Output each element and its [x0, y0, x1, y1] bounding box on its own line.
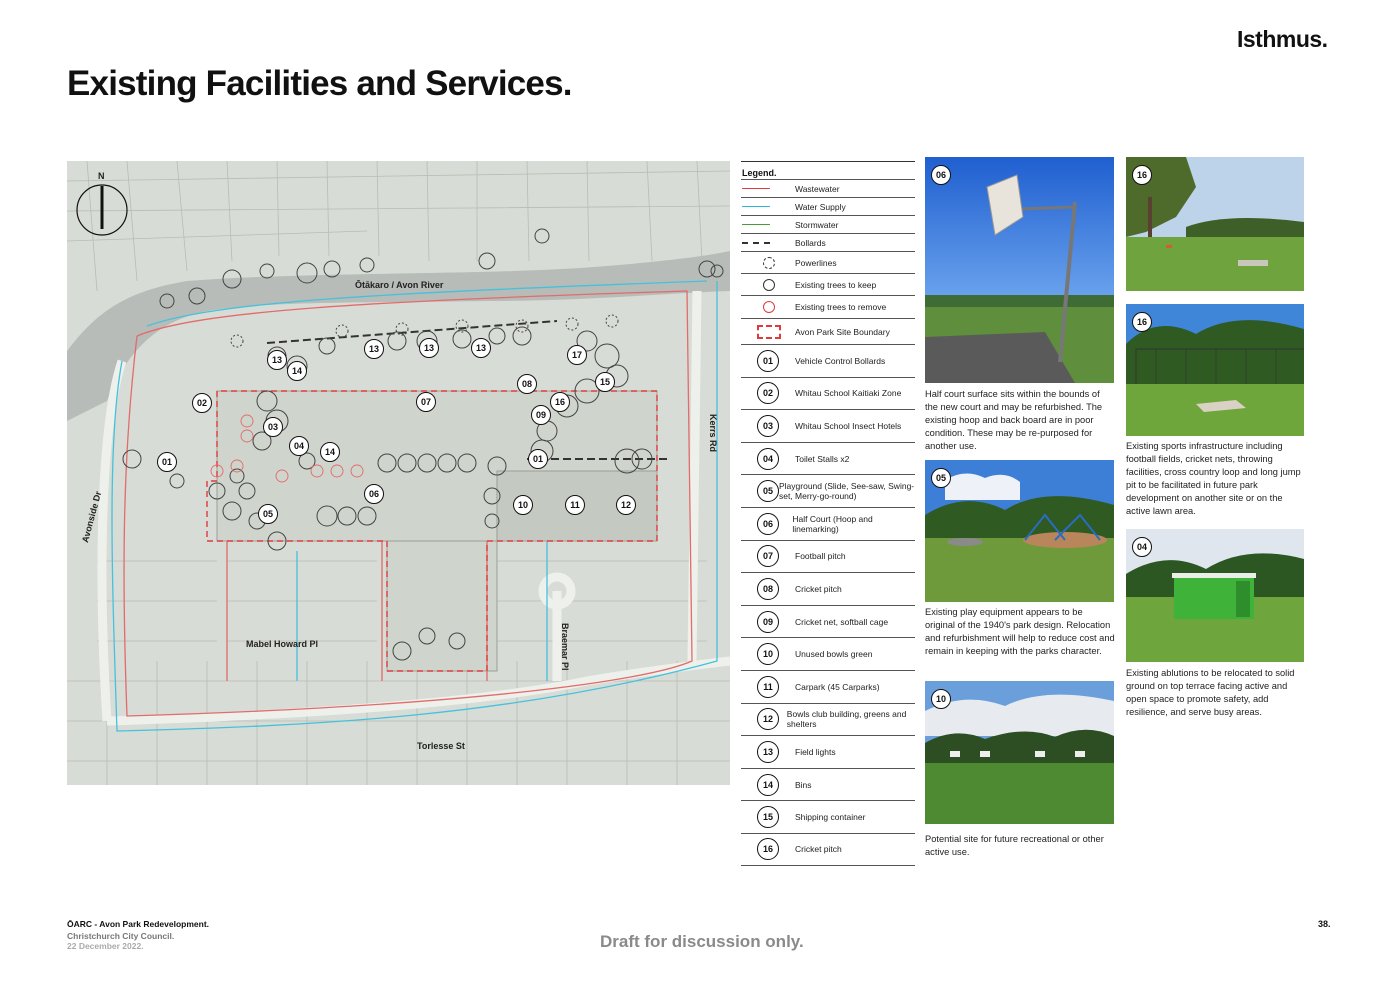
legend-label: Bollards: [795, 237, 826, 248]
photo-number: 16: [1132, 165, 1152, 185]
map-marker: 08: [517, 374, 537, 394]
legend-item: [741, 833, 915, 866]
map-marker: 03: [263, 417, 283, 437]
legend-label: Playground (Slide, See-saw, Swing-set, Merry-go-round): [779, 481, 915, 502]
legend-item: [741, 474, 915, 507]
wastewater-line-icon: [742, 188, 770, 189]
legend-item: [741, 670, 915, 703]
page-number: 38.: [1318, 919, 1331, 929]
legend-item: [741, 442, 915, 475]
legend-row: [741, 233, 915, 251]
tree-remove-icon: [763, 301, 775, 313]
legend-label: Cricket pitch: [795, 844, 842, 855]
legend-row: [741, 273, 915, 295]
map-marker: 01: [157, 452, 177, 472]
map-marker: 13: [364, 339, 384, 359]
brand-logo: Isthmus.: [1237, 26, 1328, 52]
site-boundary-icon: [757, 325, 781, 339]
legend-number: 03: [757, 415, 779, 437]
legend-label: Half Court (Hoop and linemarking): [792, 513, 873, 534]
map-marker: 04: [289, 436, 309, 456]
photo-ablutions: [1126, 529, 1304, 662]
legend-label: Carpark (45 Carparks): [795, 681, 880, 692]
legend-label: Bowls club building, greens and shelters: [786, 709, 907, 730]
legend-number: 12: [757, 708, 779, 730]
map-marker: 15: [595, 372, 615, 392]
map-marker: 11: [565, 495, 585, 515]
bollards-line-icon: [742, 242, 770, 244]
legend-item: [741, 377, 915, 410]
map-marker: 07: [416, 392, 436, 412]
legend-number: 10: [757, 643, 779, 665]
water-supply-line-icon: [742, 206, 770, 207]
legend-number: 13: [757, 741, 779, 763]
legend-row: [741, 179, 915, 197]
legend-item: [741, 637, 915, 670]
torlesse-label: Torlesse St: [417, 741, 465, 751]
river-label: Ōtākaro / Avon River: [355, 280, 444, 290]
photo-number: 04: [1132, 537, 1152, 557]
legend-item: [741, 507, 915, 540]
legend-label: Cricket pitch: [795, 583, 842, 594]
stormwater-line-icon: [742, 224, 770, 225]
legend-label: Existing trees to remove: [795, 302, 887, 312]
legend-label: Football pitch: [795, 551, 846, 562]
legend-row: [741, 295, 915, 318]
legend-label: Unused bowls green: [795, 649, 873, 660]
legend-item: [741, 703, 915, 736]
legend-item: [741, 409, 915, 442]
legend-label: Field lights: [795, 746, 836, 757]
legend-label: Whitau School Insect Hotels: [795, 420, 902, 431]
photo-half-court: [925, 157, 1114, 383]
map-marker: 06: [364, 484, 384, 504]
legend-number: 01: [757, 350, 779, 372]
legend-number: 15: [757, 806, 779, 828]
legend-item: [741, 735, 915, 768]
legend-number: 05: [757, 480, 779, 502]
photo-number: 16: [1132, 312, 1152, 332]
site-map: [67, 161, 730, 785]
photo-sports-infrastructure: [1126, 304, 1304, 436]
avonside-label: Avonside Dr: [80, 490, 104, 544]
braemar-label: Braemar Pl: [560, 623, 570, 671]
legend: [741, 161, 915, 866]
photo-caption: Half court surface sits within the bounds of the new court and may be refurbished. The existing hoop and back board are in poor condition. These may be re-purposed for another use.: [925, 389, 1103, 451]
map-marker: 01: [528, 449, 548, 469]
photo-cricket-pitch: [1126, 157, 1304, 291]
photo-playground: [925, 460, 1114, 602]
page-title: Existing Facilities and Services.: [67, 64, 572, 103]
legend-row: [741, 251, 915, 273]
legend-number: 08: [757, 578, 779, 600]
map-marker: 12: [616, 495, 636, 515]
legend-label: Existing trees to keep: [795, 279, 877, 290]
legend-label: Vehicle Control Bollards: [795, 355, 886, 366]
legend-number: 07: [757, 545, 779, 567]
map-marker: 05: [258, 504, 278, 524]
map-marker: 16: [550, 392, 570, 412]
footer-project: ŌARC - Avon Park Redevelopment.: [67, 919, 210, 929]
legend-label: Whitau School Kaitiaki Zone: [795, 388, 902, 399]
legend-label: Toilet Stalls x2: [795, 453, 850, 464]
map-marker: 14: [287, 361, 307, 381]
legend-label: Cricket net, softball cage: [795, 616, 889, 627]
legend-label: Bins: [795, 779, 812, 790]
map-marker: 10: [513, 495, 533, 515]
legend-item: [741, 540, 915, 573]
legend-number: 09: [757, 611, 779, 633]
legend-label: Wastewater: [795, 183, 840, 194]
photo-caption: Existing ablutions to be relocated to solid ground on top terrace facing active and open space to promote safety, add resilience, and serve busy areas.: [1126, 668, 1295, 717]
legend-row: [741, 318, 915, 344]
footer-date: 22 December 2022.: [67, 941, 144, 951]
map-marker: 13: [419, 338, 439, 358]
photo-caption: Existing play equipment appears to be original of the 1940's park design. Relocation and refurbishment will help to reduce cost and remain in keeping with the parks character.: [925, 607, 1115, 656]
legend-item: [741, 605, 915, 638]
tree-keep-icon: [763, 279, 775, 291]
photo-caption: Existing sports infrastructure including football fields, cricket nets, throwing facilities, cross country loop and long jump pit to be facilitated in future park development on another site or on the active lawn area.: [1126, 441, 1301, 516]
photo-number: 05: [931, 468, 951, 488]
photo-caption: Potential site for future recreational or other active use.: [925, 834, 1104, 857]
legend-number: 16: [757, 838, 779, 860]
powerline-icon: [763, 257, 775, 269]
legend-label: Shipping container: [795, 812, 866, 823]
legend-item: [741, 768, 915, 801]
legend-number: 02: [757, 382, 779, 404]
photo-bowls-green: [925, 681, 1114, 824]
photo-number: 10: [931, 689, 951, 709]
legend-number: 11: [757, 676, 779, 698]
legend-label: Water Supply: [795, 201, 846, 212]
footer-client: Christchurch City Council.: [67, 931, 175, 941]
map-marker: 17: [567, 345, 587, 365]
legend-number: 14: [757, 774, 779, 796]
legend-label: Powerlines: [795, 257, 837, 268]
north-label: N: [98, 171, 105, 181]
legend-label: Stormwater: [795, 219, 839, 230]
legend-item: [741, 800, 915, 833]
draft-notice: Draft for discussion only.: [600, 932, 804, 951]
site-map-drawing: [67, 161, 730, 785]
map-marker: 09: [531, 405, 551, 425]
legend-row: [741, 215, 915, 233]
photo-number: 06: [931, 165, 951, 185]
kerrs-label: Kerrs Rd: [708, 414, 718, 453]
legend-number: 06: [757, 513, 779, 535]
legend-label: Avon Park Site Boundary: [795, 326, 890, 337]
map-marker: 02: [192, 393, 212, 413]
map-marker: 13: [267, 350, 287, 370]
legend-item: [741, 572, 915, 605]
legend-row: [741, 197, 915, 215]
map-marker: 13: [471, 338, 491, 358]
legend-number: 04: [757, 448, 779, 470]
mabel-label: Mabel Howard Pl: [246, 639, 319, 649]
legend-item: [741, 344, 915, 377]
map-marker: 14: [320, 442, 340, 462]
legend-heading: Legend.: [741, 161, 915, 179]
